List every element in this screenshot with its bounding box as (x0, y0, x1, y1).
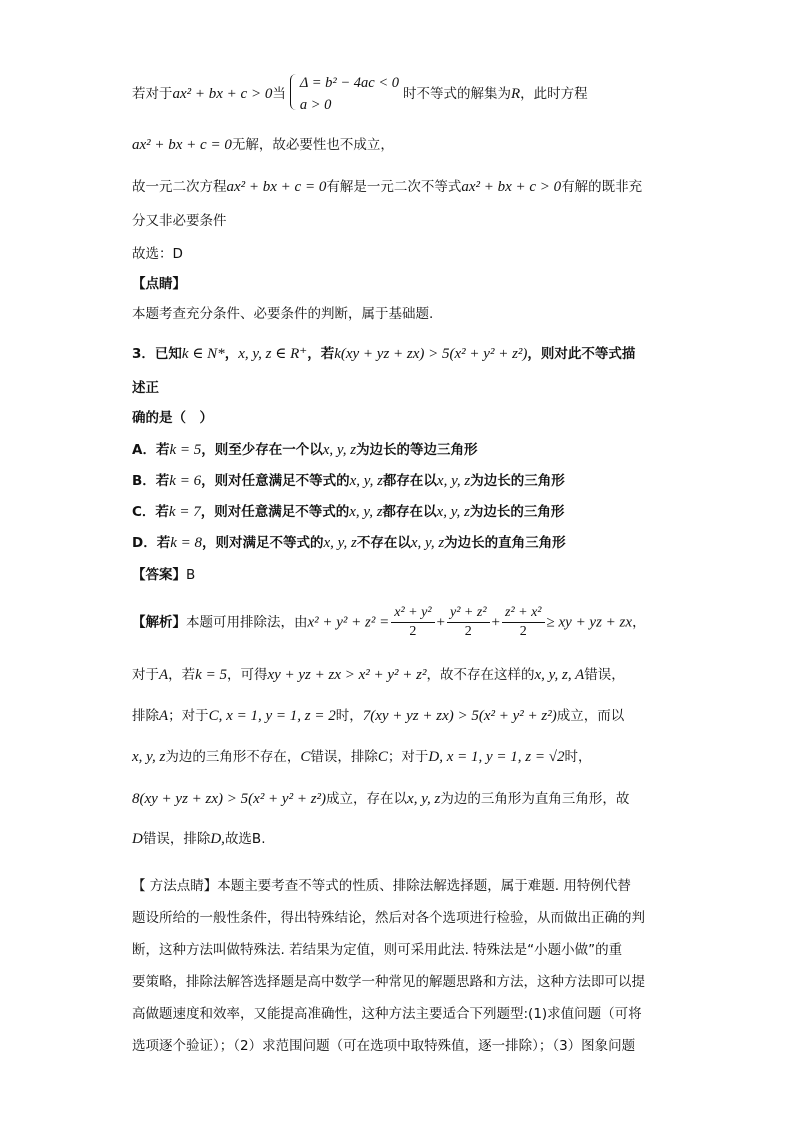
answer-value: B (186, 567, 196, 583)
math-expr: 7(xy + yz + zx) > 5(x² + y² + z²) (362, 708, 557, 724)
math-expr: ax² + bx + c = 0 (226, 179, 327, 195)
math-expr: x, y, z (132, 749, 166, 765)
proof-line-2 (132, 135, 394, 155)
method-line-4: 要策略，排除法解答选择题是高中数学一种常见的解题思路和方法，这种方法即可以提 (132, 974, 645, 990)
option-lead: B．若 (132, 473, 170, 489)
math-expr: D, x = 1, y = 1, z = √2 (428, 749, 565, 765)
jiexi-line-5 (132, 789, 629, 809)
choose-answer: 故选：D (132, 246, 183, 262)
numerator: z² + x² (502, 604, 545, 623)
math-expr: k(xy + yz + zx) > 5(x² + y² + z²) (334, 346, 528, 362)
jiexi-line-2 (132, 665, 625, 685)
text: ，若 (307, 346, 335, 362)
math-expr: x, y, z, A (534, 667, 585, 683)
text: 都存在以 (382, 504, 437, 520)
question-3-stem (132, 344, 635, 364)
text: 为边的三角形不存在， (165, 749, 301, 765)
text: ， (632, 614, 646, 631)
text: 时， (335, 708, 363, 724)
text: 有解的既非充 (561, 179, 643, 195)
jiexi-tag: 【解析】 (132, 614, 186, 631)
system-row-2: a > 0 (299, 97, 332, 113)
text: 不存在以 (356, 535, 411, 551)
jiexi-line-6 (132, 829, 266, 849)
math-expr: x, y, z (436, 473, 471, 489)
method-line-3: 断，这种方法叫做特殊法. 若结果为定值，则可采用此法. 特殊法是“小题小做”的重 (132, 942, 623, 958)
text: ；对于 (387, 749, 429, 765)
text: 当 (272, 86, 286, 102)
text: 都存在以 (382, 473, 437, 489)
answer-line (132, 565, 195, 585)
math-expr: C (377, 749, 388, 765)
math-expr: D, (210, 831, 225, 847)
math-expr: A (159, 708, 169, 724)
math-expr: x, y, z (436, 504, 470, 520)
math-expr: ax² + bx + c > 0 (461, 179, 562, 195)
text: 为边长的等边三角形 (356, 442, 478, 458)
text: 为边长的直角三角形 (444, 535, 566, 551)
option-c (132, 502, 564, 522)
text: 成立，存在以 (326, 791, 408, 807)
text: ；对于 (168, 708, 209, 724)
question-3-stem-cont2: 确的是（ ） (132, 410, 213, 426)
numerator: y² + z² (447, 604, 490, 623)
plus-sign: + (436, 614, 446, 631)
method-line-5: 高做题速度和效率，又能提高准确性，这种方法主要适合下列题型:(1)求值问题（可将 (132, 1006, 642, 1022)
answer-tag: 【答案】 (132, 567, 186, 583)
math-expr: k = 5 (195, 667, 227, 683)
fraction-3 (502, 604, 545, 641)
math-expr: x, y, z (322, 442, 357, 458)
math-expr: k = 6 (169, 473, 202, 489)
method-line-2: 题设所给的一般性条件，得出特殊结论，然后对各个选项进行检验，从而做出正确的判 (132, 910, 645, 926)
proof-line-1 (132, 72, 588, 116)
text: ，则对任意满足不等式的 (200, 504, 350, 520)
denominator: 2 (409, 624, 417, 639)
dianjing-heading: 【点睛】 (132, 276, 186, 292)
plus-sign: + (491, 614, 500, 631)
jiexi-line-3 (132, 706, 624, 726)
text: 排除 (132, 708, 159, 724)
option-lead: D．若 (132, 535, 171, 551)
math-expr: C, x = 1, y = 1, z = 2 (208, 708, 336, 724)
math-expr: k = 8 (170, 535, 202, 551)
math-expr: x, y, z (410, 535, 445, 551)
system-row-1: Δ = b² − 4ac < 0 (299, 75, 399, 91)
text: 为边长的三角形 (469, 504, 565, 520)
question-3-stem-cont: 述正 (132, 380, 159, 396)
option-b (132, 471, 565, 491)
text: 无解，故必要性也不成立， (231, 137, 394, 153)
text: 故选B. (224, 831, 266, 847)
option-a (132, 440, 478, 460)
brace (290, 74, 297, 110)
math-expr: k ∈ N* (181, 346, 225, 362)
method-line-1: 【 方法点睛】本题主要考查不等式的性质、排除法解选择题，属于难题. 用特例代替 (132, 878, 631, 894)
text: ，则对任意满足不等式的 (201, 473, 350, 489)
math-expr: x, y, z (407, 791, 441, 807)
fraction-1 (391, 604, 434, 641)
denominator: 2 (519, 624, 527, 639)
text: 错误，排除 (142, 831, 211, 847)
method-line-6: 选项逐个验证）；（2）求范围问题（可在选项中取特殊值，逐一排除）；（3）图象问题 (132, 1038, 636, 1054)
text: ，则至少存在一个以 (201, 442, 323, 458)
text: 为边的三角形为直角三角形，故 (440, 791, 630, 807)
math-expr: k = 7 (168, 504, 201, 520)
text: ， (224, 346, 239, 362)
denominator: 2 (464, 624, 472, 639)
math-expr: xy + yz + zx > x² + y² + z² (267, 667, 427, 683)
text: 成立，而以 (556, 708, 625, 724)
math-expr: ax² + bx + c = 0 (132, 137, 232, 153)
math-expr: x, y, z (323, 535, 357, 551)
jiexi-line-4 (132, 747, 591, 767)
text: 时不等式的解集为 (402, 86, 511, 102)
math-expr: C (300, 749, 311, 765)
text: 本题可用排除法，由 (186, 614, 308, 631)
math-expr: D (132, 831, 143, 847)
inequality-system (290, 72, 399, 116)
fraction-2 (447, 604, 490, 641)
text: ，故不存在这样的 (426, 667, 535, 683)
math-expr: x, y, z (349, 504, 383, 520)
text: ，此时方程 (520, 86, 588, 102)
text: ，可得 (226, 667, 268, 683)
math-expr: 8(xy + yz + zx) > 5(x² + y² + z²) (132, 791, 327, 807)
text: 错误， (584, 667, 625, 683)
option-lead: A．若 (132, 442, 170, 458)
math-expr: ax² + bx + c > 0 (172, 86, 273, 102)
math-expr: x, y, z (349, 473, 383, 489)
question-number: 3．已知 (132, 346, 182, 362)
text: 为边长的三角形 (470, 473, 565, 489)
math-expr: A (159, 667, 169, 683)
text: 若对于 (132, 86, 173, 102)
text: ，则对此不等式描 (527, 346, 636, 362)
numerator: x² + y² (391, 604, 434, 623)
jiexi-line-1 (132, 604, 646, 641)
option-lead: C．若 (132, 504, 169, 520)
proof-line-4: 分又非必要条件 (132, 213, 227, 229)
math-expr: R (510, 86, 521, 102)
text: ，则对满足不等式的 (202, 535, 324, 551)
text: ，若 (168, 667, 196, 683)
math-expr: x, y, z ∈ R⁺ (238, 346, 308, 362)
text: 故一元二次方程 (132, 179, 227, 195)
proof-line-3 (132, 177, 642, 197)
text: 时， (564, 749, 592, 765)
math-expr: ≥ xy + yz + zx (546, 614, 633, 631)
text: 错误，排除 (310, 749, 378, 765)
math-expr: k = 5 (169, 442, 202, 458)
math-expr: x² + y² + z² = (307, 614, 390, 631)
text: 有解是一元二次不等式 (326, 179, 462, 195)
text: 对于 (132, 667, 159, 683)
option-d (132, 533, 566, 553)
dianjing-text: 本题考查充分条件、必要条件的判断，属于基础题. (132, 306, 434, 322)
